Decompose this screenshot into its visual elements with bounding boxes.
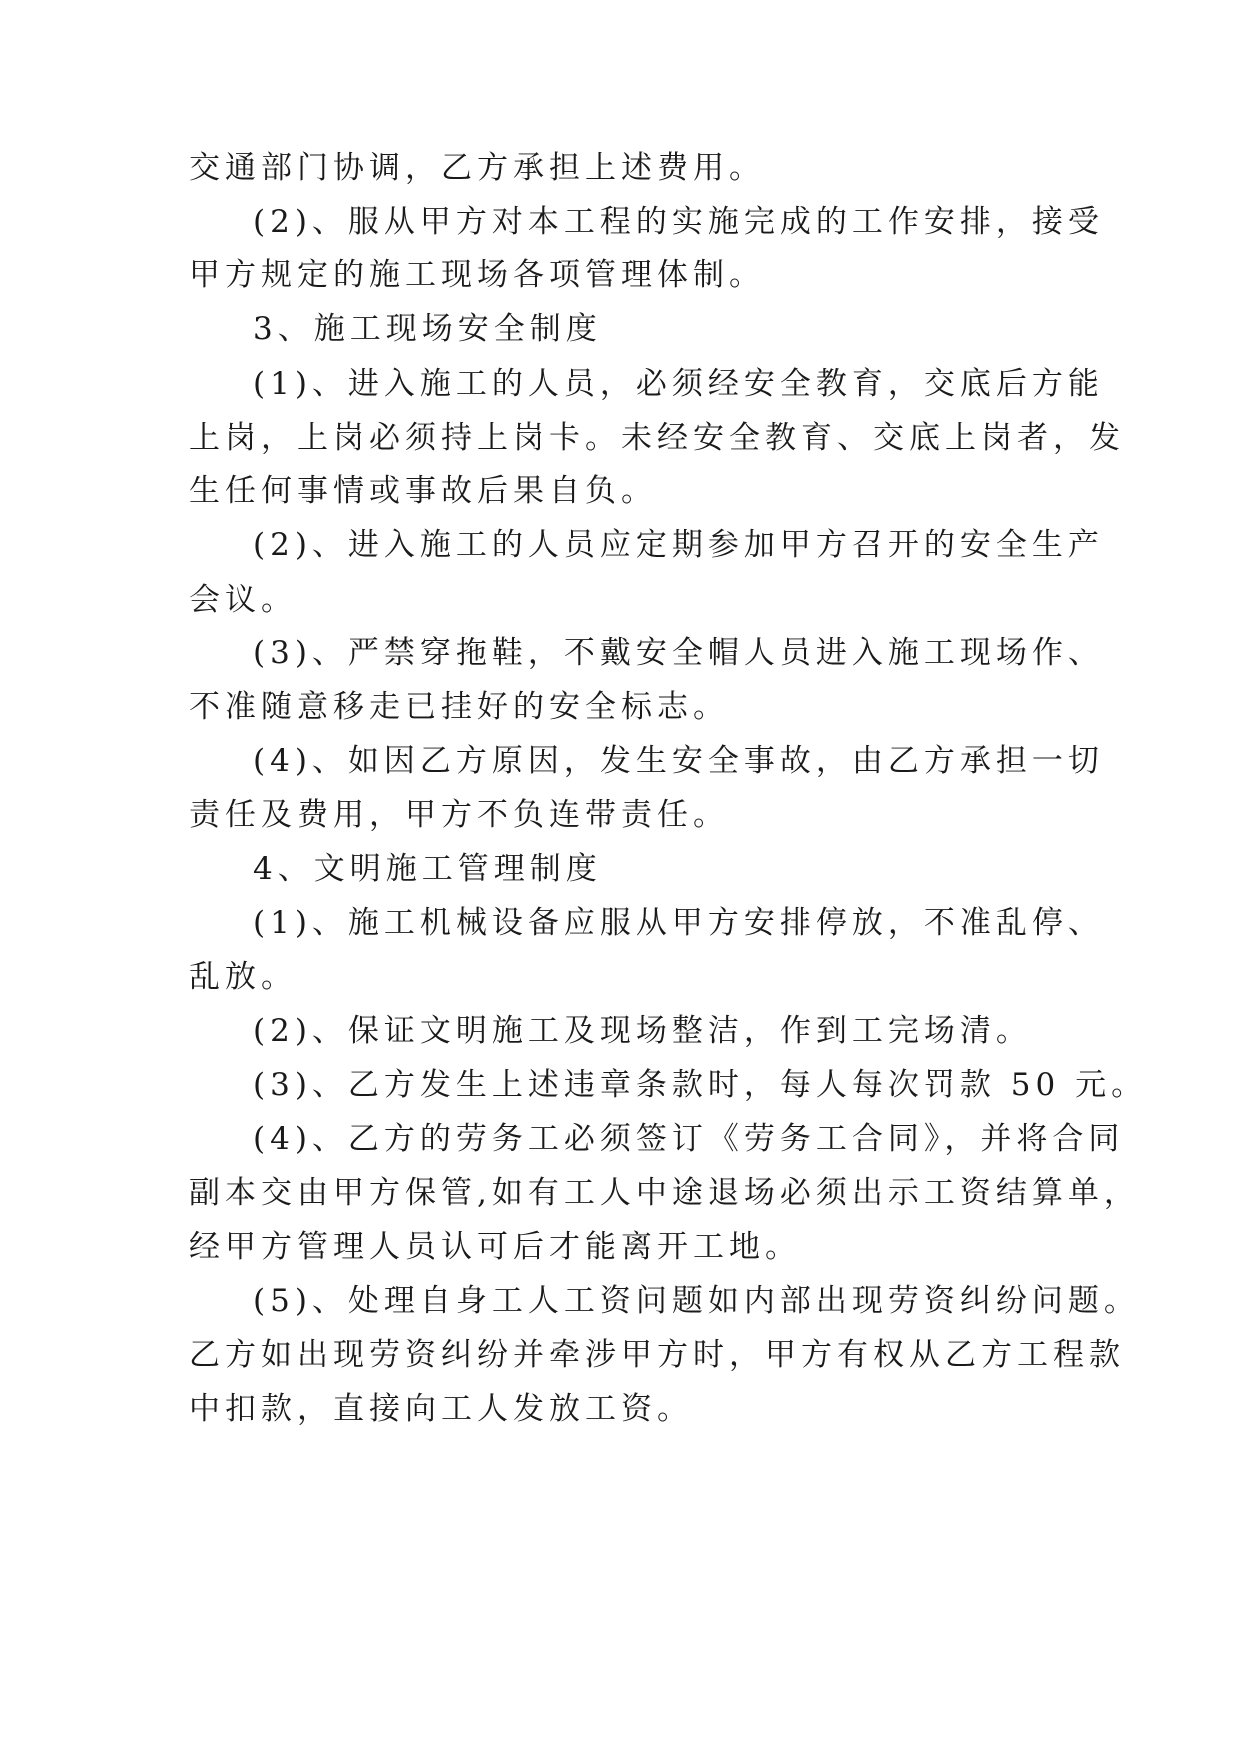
text-line: 生任何事情或事故后果自负。	[189, 473, 657, 509]
text-line: 乱放。	[189, 959, 297, 995]
text-line: 交通部门协调，乙方承担上述费用。	[189, 150, 765, 186]
text-line: 中扣款，直接向工人发放工资。	[189, 1391, 693, 1427]
text-line: (1)、施工机械设备应服从甲方安排停放，不准乱停、	[253, 905, 1104, 941]
text-line: (2)、服从甲方对本工程的实施完成的工作安排，接受	[253, 204, 1104, 240]
text-line: 上岗，上岗必须持上岗卡。未经安全教育、交底上岗者，发	[189, 420, 1125, 456]
text-line: 不准随意移走已挂好的安全标志。	[189, 689, 729, 725]
section-heading: 4、文明施工管理制度	[253, 851, 602, 887]
text-line: (4)、乙方的劳务工必须签订《劳务工合同》，并将合同	[253, 1121, 1125, 1157]
text-line: (4)、如因乙方原因，发生安全事故，由乙方承担一切	[253, 743, 1104, 779]
text-line: (3)、严禁穿拖鞋，不戴安全帽人员进入施工现场作、	[253, 635, 1104, 671]
text-line: 责任及费用，甲方不负连带责任。	[189, 797, 729, 833]
text-line: 甲方规定的施工现场各项管理体制。	[189, 257, 765, 293]
text-line: (1)、进入施工的人员，必须经安全教育，交底后方能	[253, 366, 1104, 402]
text-line: (3)、乙方发生上述违章条款时，每人每次罚款 50 元。	[253, 1067, 1148, 1103]
text-line: 副本交由甲方保管,如有工人中途退场必须出示工资结算单，	[189, 1175, 1140, 1211]
text-line: 会议。	[189, 582, 297, 618]
text-line: (5)、处理自身工人工资问题如内部出现劳资纠纷问题。	[253, 1283, 1140, 1319]
text-line: 经甲方管理人员认可后才能离开工地。	[189, 1229, 801, 1265]
text-line: (2)、进入施工的人员应定期参加甲方召开的安全生产	[253, 527, 1104, 563]
text-line: (2)、保证文明施工及现场整洁，作到工完场清。	[253, 1013, 1032, 1049]
text-line: 乙方如出现劳资纠纷并牵涉甲方时，甲方有权从乙方工程款	[189, 1337, 1125, 1373]
section-heading: 3、施工现场安全制度	[253, 311, 602, 347]
